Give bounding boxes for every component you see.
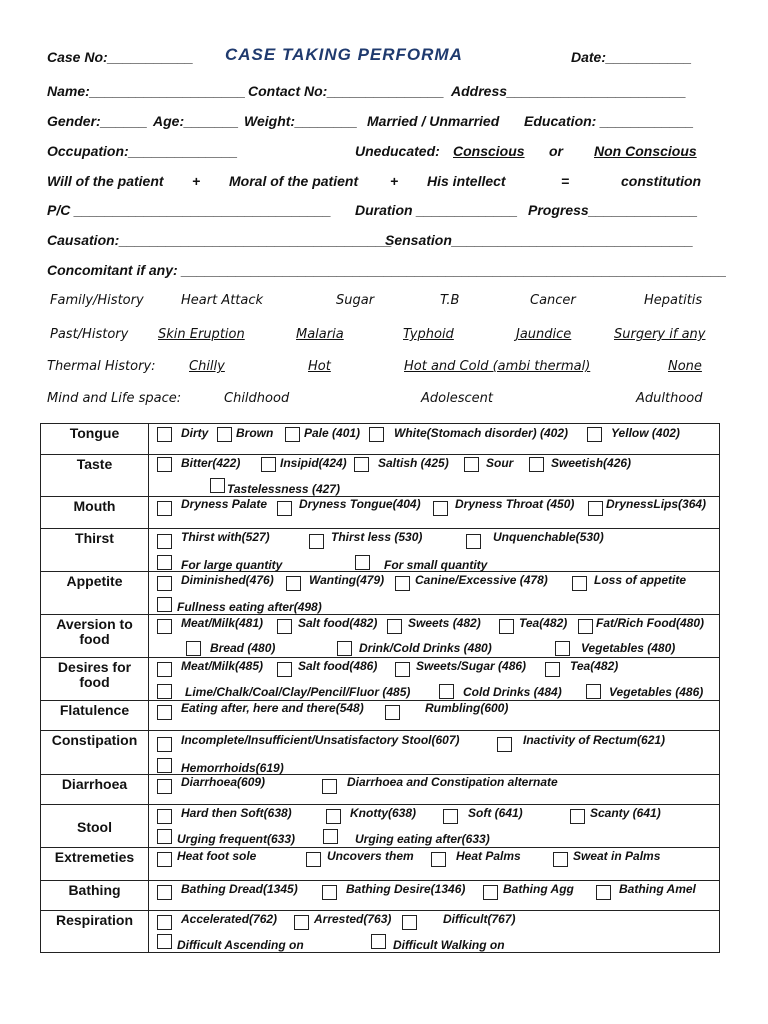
option-label: Sweets (482) bbox=[408, 616, 481, 630]
option-label: Urging frequent(633) bbox=[177, 832, 296, 846]
option-label: Incomplete/Insufficient/Unsatisfactory Stool(607) bbox=[181, 733, 460, 747]
option-label: Cold Drinks (484) bbox=[463, 685, 562, 699]
checkbox[interactable] bbox=[261, 457, 276, 472]
option-label: Diarrhoea and Constipation alternate bbox=[347, 775, 558, 789]
checkbox[interactable] bbox=[402, 915, 417, 930]
option-label: Dirty bbox=[181, 426, 209, 440]
progress-field[interactable]: Progress______________ bbox=[528, 202, 698, 218]
row-label bbox=[41, 658, 149, 701]
checkbox[interactable] bbox=[326, 809, 341, 824]
checkbox[interactable] bbox=[578, 619, 593, 634]
past-history-label: Past/History bbox=[50, 327, 129, 342]
option-label: Insipid(424) bbox=[280, 456, 347, 470]
checkbox[interactable] bbox=[157, 915, 172, 930]
row-label-text: Thirst bbox=[75, 530, 114, 546]
options-cell bbox=[149, 572, 720, 615]
constitution-label: constitution bbox=[621, 173, 702, 189]
option-label: Difficult(767) bbox=[443, 912, 516, 926]
option-label: For small quantity bbox=[384, 558, 488, 572]
grid-row-taste bbox=[41, 455, 720, 497]
checkbox[interactable] bbox=[157, 829, 172, 844]
option-label: Tastelessness (427) bbox=[227, 482, 340, 496]
checkbox[interactable] bbox=[464, 457, 479, 472]
checkbox[interactable] bbox=[277, 501, 292, 516]
symptom-grid bbox=[40, 423, 720, 953]
checkbox[interactable] bbox=[570, 809, 585, 824]
past-history-item[interactable]: Typhoid bbox=[403, 327, 454, 342]
age-field[interactable]: Age:_______ bbox=[153, 113, 239, 129]
option-label: Sour bbox=[486, 456, 514, 470]
grid-row-stool bbox=[41, 805, 720, 848]
options-cell bbox=[149, 848, 720, 881]
checkbox[interactable] bbox=[157, 501, 172, 516]
option-label: Bathing Dread(1345) bbox=[181, 882, 298, 896]
checkbox[interactable] bbox=[157, 737, 172, 752]
row-label bbox=[41, 881, 149, 911]
options-cell bbox=[149, 455, 720, 497]
option-label: Brown bbox=[236, 426, 274, 440]
checkbox[interactable] bbox=[157, 885, 172, 900]
option-label: Diarrhoea(609) bbox=[181, 775, 266, 789]
grid-row-constipation bbox=[41, 731, 720, 775]
option-label: Meat/Milk(481) bbox=[181, 616, 264, 630]
options-cell bbox=[149, 701, 720, 731]
checkbox[interactable] bbox=[277, 662, 292, 677]
checkbox[interactable] bbox=[210, 478, 225, 493]
causation-field[interactable]: Causation:___________________________________ bbox=[47, 232, 392, 248]
option-label: Yellow (402) bbox=[611, 426, 680, 440]
checkbox[interactable] bbox=[157, 619, 172, 634]
checkbox[interactable] bbox=[186, 641, 201, 656]
past-history-item[interactable]: Malaria bbox=[296, 327, 344, 342]
row-label bbox=[41, 497, 149, 529]
option-label: Dryness Throat (450) bbox=[455, 497, 575, 511]
weight-field[interactable]: Weight:________ bbox=[244, 113, 358, 129]
address-field[interactable]: Address_______________________ bbox=[451, 83, 687, 99]
date-field[interactable]: Date:___________ bbox=[571, 49, 692, 65]
row-label-text: Desires for bbox=[57, 659, 132, 675]
checkbox[interactable] bbox=[323, 829, 338, 844]
grid-row-appetite bbox=[41, 572, 720, 615]
option-label: Inactivity of Rectum(621) bbox=[523, 733, 666, 747]
option-label: Sweat in Palms bbox=[573, 849, 661, 863]
grid-row-desires bbox=[41, 658, 720, 701]
checkbox[interactable] bbox=[499, 619, 514, 634]
gender-field[interactable]: Gender:______ bbox=[47, 113, 148, 129]
option-label: Fat/Rich Food(480) bbox=[596, 616, 705, 630]
checkbox[interactable] bbox=[157, 457, 172, 472]
options-cell bbox=[149, 881, 720, 911]
option-label: Vegetables (480) bbox=[581, 641, 676, 655]
option-label: Loss of appetite bbox=[594, 573, 687, 587]
option-label: Soft (641) bbox=[468, 806, 523, 820]
checkbox[interactable] bbox=[157, 852, 172, 867]
option-label: Tea(482) bbox=[519, 616, 568, 630]
row-label-text: Flatulence bbox=[59, 702, 130, 718]
checkbox[interactable] bbox=[157, 934, 172, 949]
option-label: Meat/Milk(485) bbox=[181, 659, 264, 673]
duration-field[interactable]: Duration _____________ bbox=[355, 202, 518, 218]
option-label: Canine/Excessive (478) bbox=[415, 573, 548, 587]
mind-life-item[interactable]: Adulthood bbox=[636, 391, 703, 406]
options-cell bbox=[149, 731, 720, 775]
plus-sign: + bbox=[192, 173, 201, 189]
option-label: Arrested(763) bbox=[314, 912, 392, 926]
row-label-text: Tongue bbox=[69, 425, 120, 441]
option-label: Difficult Walking on bbox=[393, 938, 505, 952]
option-label: Urging eating after(633) bbox=[355, 832, 490, 846]
option-label: Accelerated(762) bbox=[181, 912, 278, 926]
grid-row-extremeties bbox=[41, 848, 720, 881]
option-label: Lime/Chalk/Coal/Clay/Pencil/Fluor (485) bbox=[185, 685, 411, 699]
checkbox[interactable] bbox=[309, 534, 324, 549]
option-label: Wanting(479) bbox=[309, 573, 385, 587]
checkbox[interactable] bbox=[439, 684, 454, 699]
row-label bbox=[41, 701, 149, 731]
option-label: Sweetish(426) bbox=[551, 456, 632, 470]
option-label: Pale (401) bbox=[304, 426, 361, 440]
checkbox[interactable] bbox=[337, 641, 352, 656]
checkbox[interactable] bbox=[555, 641, 570, 656]
grid-row-tongue bbox=[41, 424, 720, 455]
checkbox[interactable] bbox=[157, 705, 172, 720]
checkbox[interactable] bbox=[157, 597, 172, 612]
checkbox[interactable] bbox=[354, 457, 369, 472]
row-label-text: Appetite bbox=[66, 573, 123, 589]
conscious-option[interactable]: Conscious bbox=[453, 143, 525, 159]
option-label: Rumbling(600) bbox=[425, 701, 509, 715]
checkbox[interactable] bbox=[157, 684, 172, 699]
option-label: Uncovers them bbox=[327, 849, 414, 863]
marital-status-field[interactable]: Married / Unmarried bbox=[367, 113, 500, 129]
option-label: Thirst less (530) bbox=[331, 530, 423, 544]
option-label: Drink/Cold Drinks (480) bbox=[359, 641, 492, 655]
checkbox[interactable] bbox=[596, 885, 611, 900]
row-label-text: food bbox=[79, 631, 110, 647]
checkbox[interactable] bbox=[433, 501, 448, 516]
checkbox[interactable] bbox=[157, 427, 172, 442]
grid-row-thirst bbox=[41, 529, 720, 572]
row-label-text: Respiration bbox=[55, 912, 133, 928]
checkbox[interactable] bbox=[294, 915, 309, 930]
name-field[interactable]: Name:____________________ bbox=[47, 83, 246, 99]
options-cell bbox=[149, 615, 720, 658]
options-cell bbox=[149, 424, 720, 455]
checkbox[interactable] bbox=[466, 534, 481, 549]
option-label: Diminished(476) bbox=[181, 573, 274, 587]
option-label: Thirst with(527) bbox=[181, 530, 270, 544]
row-label-text: Mouth bbox=[73, 498, 116, 514]
mind-life-item[interactable]: Adolescent bbox=[421, 391, 493, 406]
options-cell bbox=[149, 658, 720, 701]
option-label: Bread (480) bbox=[210, 641, 276, 655]
row-label bbox=[41, 455, 149, 497]
checkbox[interactable] bbox=[572, 576, 587, 591]
row-label-text: Diarrhoea bbox=[61, 776, 128, 792]
row-label bbox=[41, 775, 149, 805]
option-label: Vegetables (486) bbox=[609, 685, 704, 699]
case-no-field[interactable]: Case No:___________ bbox=[47, 49, 194, 65]
row-label bbox=[41, 848, 149, 881]
checkbox[interactable] bbox=[285, 427, 300, 442]
option-label: Unquenchable(530) bbox=[493, 530, 604, 544]
grid-row-bathing bbox=[41, 881, 720, 911]
checkbox[interactable] bbox=[371, 934, 386, 949]
family-history-item[interactable]: Sugar bbox=[336, 293, 375, 308]
checkbox[interactable] bbox=[306, 852, 321, 867]
row-label-text: Stool bbox=[77, 818, 112, 835]
option-label: Sweets/Sugar (486) bbox=[416, 659, 527, 673]
checkbox[interactable] bbox=[157, 662, 172, 677]
contact-field[interactable]: Contact No:_______________ bbox=[248, 83, 445, 99]
non-conscious-option[interactable]: Non Conscious bbox=[594, 143, 697, 159]
mind-life-label: Mind and Life space: bbox=[47, 391, 182, 406]
family-history-item[interactable]: Heart Attack bbox=[181, 293, 264, 308]
options-cell bbox=[149, 775, 720, 805]
checkbox[interactable] bbox=[157, 809, 172, 824]
option-label: Fullness eating after(498) bbox=[177, 600, 322, 614]
checkbox[interactable] bbox=[586, 684, 601, 699]
checkbox[interactable] bbox=[157, 555, 172, 570]
checkbox[interactable] bbox=[157, 576, 172, 591]
option-label: Knotty(638) bbox=[350, 806, 417, 820]
row-label bbox=[41, 424, 149, 455]
occupation-field[interactable]: Occupation:______________ bbox=[47, 143, 238, 159]
row-label-text: Bathing bbox=[68, 882, 121, 898]
option-label: Tea(482) bbox=[570, 659, 619, 673]
thermal-history-label: Thermal History: bbox=[47, 359, 156, 374]
thermal-history-item[interactable]: Chilly bbox=[189, 359, 225, 374]
checkbox[interactable] bbox=[587, 427, 602, 442]
sensation-field[interactable]: Sensation_______________________________ bbox=[385, 232, 694, 248]
grid-row-mouth bbox=[41, 497, 720, 529]
row-label bbox=[41, 572, 149, 615]
thermal-history-item[interactable]: Hot and Cold (ambi thermal) bbox=[404, 359, 591, 374]
education-field[interactable]: Education: ____________ bbox=[524, 113, 694, 129]
row-label-text: Extremeties bbox=[54, 849, 135, 865]
thermal-history-item[interactable]: Hot bbox=[308, 359, 331, 374]
row-label bbox=[41, 731, 149, 775]
mind-life-item[interactable]: Childhood bbox=[224, 391, 290, 406]
option-label: White(Stomach disorder) (402) bbox=[394, 426, 569, 440]
row-label-text: Constipation bbox=[51, 732, 138, 748]
checkbox[interactable] bbox=[322, 885, 337, 900]
option-label: Hard then Soft(638) bbox=[181, 806, 292, 820]
family-history-item[interactable]: Hepatitis bbox=[644, 293, 703, 308]
option-label: Bathing Amel bbox=[619, 882, 696, 896]
checkbox[interactable] bbox=[277, 619, 292, 634]
past-history-item[interactable]: Skin Eruption bbox=[158, 327, 245, 342]
grid-row-flatulence bbox=[41, 701, 720, 731]
checkbox[interactable] bbox=[157, 758, 172, 773]
grid-row-respiration bbox=[41, 911, 720, 953]
moral-label: Moral of the patient bbox=[229, 173, 359, 189]
plus-sign: + bbox=[390, 173, 399, 189]
option-label: Salt food(486) bbox=[298, 659, 378, 673]
options-cell bbox=[149, 805, 720, 848]
checkbox[interactable] bbox=[431, 852, 446, 867]
option-label: Dryness Tongue(404) bbox=[299, 497, 421, 511]
options-cell bbox=[149, 529, 720, 572]
thermal-history-item[interactable]: None bbox=[668, 359, 702, 374]
option-label: Bathing Desire(1346) bbox=[346, 882, 466, 896]
option-label: Salt food(482) bbox=[298, 616, 378, 630]
option-label: Eating after, here and there(548) bbox=[181, 701, 364, 715]
row-label-text: Aversion to bbox=[56, 616, 133, 632]
checkbox[interactable] bbox=[443, 809, 458, 824]
checkbox[interactable] bbox=[385, 705, 400, 720]
grid-row-aversion bbox=[41, 615, 720, 658]
or-label: or bbox=[549, 143, 563, 159]
checkbox[interactable] bbox=[395, 662, 410, 677]
option-label: Difficult Ascending on bbox=[177, 938, 304, 952]
checkbox[interactable] bbox=[217, 427, 232, 442]
grid-row-diarrhoea bbox=[41, 775, 720, 805]
option-label: DrynessLips(364) bbox=[606, 497, 707, 511]
family-history-item[interactable]: Cancer bbox=[530, 293, 576, 308]
form-title: CASE TAKING PERFORMA bbox=[225, 45, 463, 64]
checkbox[interactable] bbox=[286, 576, 301, 591]
checkbox[interactable] bbox=[497, 737, 512, 752]
checkbox[interactable] bbox=[483, 885, 498, 900]
option-label: Bitter(422) bbox=[181, 456, 241, 470]
concomitant-field[interactable]: Concomitant if any: ______________________________________________________________________ bbox=[47, 262, 727, 278]
row-label-text: food bbox=[79, 674, 110, 690]
option-label: For large quantity bbox=[181, 558, 283, 572]
row-label bbox=[41, 911, 149, 953]
option-label: Bathing Agg bbox=[503, 882, 574, 896]
checkbox[interactable] bbox=[369, 427, 384, 442]
checkbox[interactable] bbox=[355, 555, 370, 570]
options-cell bbox=[149, 497, 720, 529]
checkbox[interactable] bbox=[529, 457, 544, 472]
checkbox[interactable] bbox=[157, 534, 172, 549]
option-label: Heat foot sole bbox=[177, 849, 257, 863]
family-history-item[interactable]: T.B bbox=[440, 293, 460, 308]
intellect-label: His intellect bbox=[427, 173, 506, 189]
options-cell bbox=[149, 911, 720, 953]
checkbox[interactable] bbox=[588, 501, 603, 516]
past-history-item[interactable]: Surgery if any bbox=[614, 327, 706, 342]
option-label: Dryness Palate bbox=[181, 497, 268, 511]
checkbox[interactable] bbox=[395, 576, 410, 591]
option-label: Saltish (425) bbox=[378, 456, 449, 470]
checkbox[interactable] bbox=[387, 619, 402, 634]
family-history-label: Family/History bbox=[50, 293, 144, 308]
option-label: Scanty (641) bbox=[590, 806, 661, 820]
checkbox[interactable] bbox=[157, 779, 172, 794]
row-label bbox=[41, 615, 149, 658]
will-label: Will of the patient bbox=[47, 173, 164, 189]
checkbox[interactable] bbox=[322, 779, 337, 794]
checkbox[interactable] bbox=[553, 852, 568, 867]
option-label: Heat Palms bbox=[456, 849, 521, 863]
pc-field[interactable]: P/C _________________________________ bbox=[47, 202, 332, 218]
uneducated-label: Uneducated: bbox=[355, 143, 440, 159]
row-label bbox=[41, 805, 149, 848]
row-label-text: Taste bbox=[76, 456, 113, 472]
option-label: Hemorrhoids(619) bbox=[181, 761, 284, 775]
equals-sign: = bbox=[561, 173, 570, 189]
checkbox[interactable] bbox=[545, 662, 560, 677]
row-label bbox=[41, 529, 149, 572]
past-history-item[interactable]: Jaundice bbox=[516, 327, 572, 342]
